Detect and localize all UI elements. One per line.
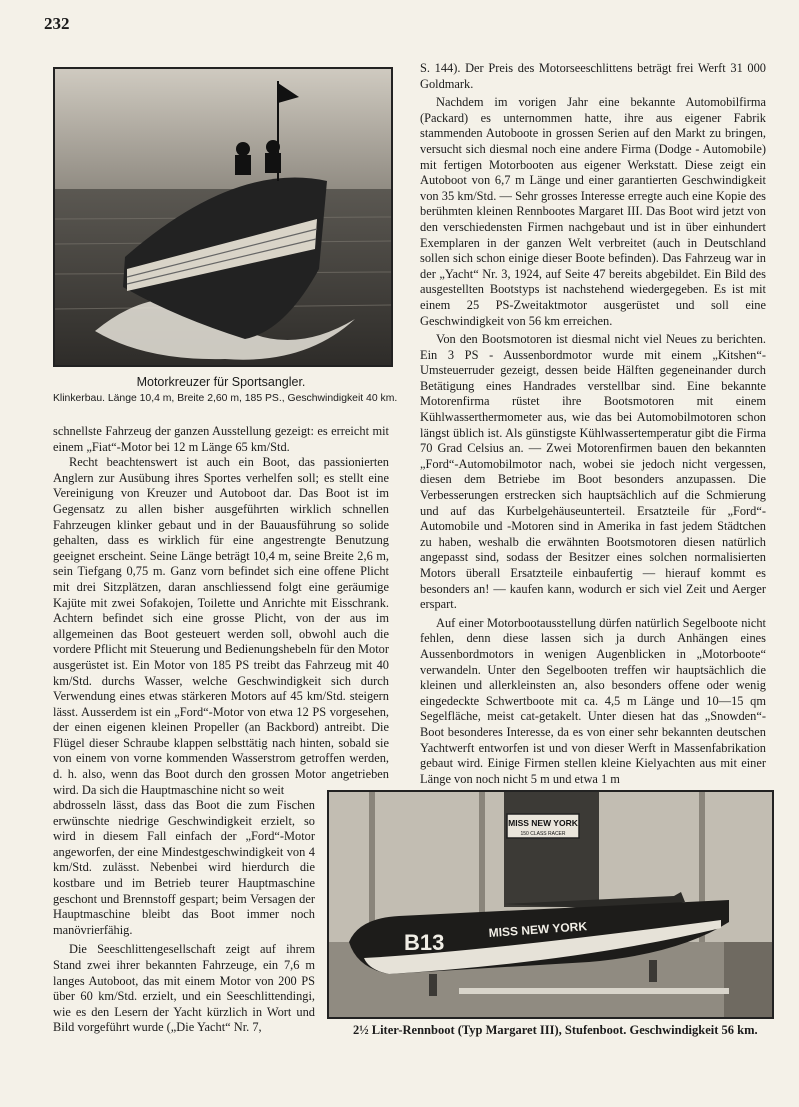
page-number: 232 (44, 14, 70, 33)
paragraph: Auf einer Motorbootausstellung dürfen natürlich Segelboote nicht fehlen, denn diese lassen sich ja durch Anhängen eines Aussenbordmotors in wenigen Augenblicken in „Motorboote“ verwandeln. Unter den Segelbooten treffen wir hauptsächlich die kleinen und allerkleinsten an, also besonders offene oder wenig eingedeckte Schwertboote mit ca. 4,5 m Länge und 10—15 qm Segelfläche, meist cat-getakelt. Unter diesen hat das „Snowden“-Boot besonderes Interesse, da es von einer sehr bekannten deutschen Yachtwerft entworfen ist und von dieser Werft in Massenfabrikation gebaut wird. Einige Firmen stellen kleine Kielyachten aus mit einer Länge von noch nicht 5 m und etwa 1 m (420, 615, 766, 786)
motor-cruiser-photo (53, 67, 393, 367)
left-column-top (53, 424, 389, 798)
paragraph: Von den Bootsmotoren ist diesmal nicht viel Neues zu berichten. Ein 3 PS - Aussenbordmotor wurde mit einem „Kitshen“-Umsteuerruder gezeigt, dessen beide Hälften gegeneinander durch Betätigung eines Handrades verstellbar sind. Eine bekannte Motorenfirma rüstet ihre Bootsmotoren mit einem Kühlwasserthermometer aus, wie das bei Automobilmotoren schon längst üblich ist. Als günstigste Kühlwassertemperatur gibt die Firma 70 Grad Celsius an. — Zwei Motorenfirmen bauen den bekannten „Ford“-Automobilmotor nach, wobei sie jedoch nicht vergessen, diesen dem Betriebe im Boot besonders anzupassen. Die Verbesserungen erstrecken sich hauptsächlich auf die Schmierung und auf das Kurbelgehäuseunterteil. Ersatzteile für „Ford“-Automobile und -Motoren sind in Amerika in fast jedem Städtchen zu haben, weshalb die erwähnten Bootsmotoren diesen natürlich angepasst sind, sodass der Besitzer eines solchen normalisierten Motors überall Ersatzteile einbaufertig — hierauf kommt es besonders an! — kaufen kann, wodurch er sich viel Zeit und Aerger erspart. (420, 332, 766, 612)
paragraph: Die Seeschlittengesellschaft zeigt auf ihrem Stand zwei ihrer bekannten Fahrzeuge, ein 7,6 m langes Autoboot, das mit einem Motor von 200 PS über 60 km/Std. erzielt, und ein Seeschlittendingi, wie es den Lesern der Yacht kürzlich in Wort und Bild vorgeführt wurde („Die Yacht“ Nr. 7, (53, 942, 315, 1035)
paragraph: abdrosseln lässt, dass das Boot die zum Fischen erwünschte niedrige Geschwindigkeit erzielt, so wird in diesem Fall einfach der „Ford“-Motor angeworfen, der eine Mindestgeschwindigkeit von 4 km/Std. zulässt. Nebenbei wird hierdurch die kostbare und im Betrieb teurer Hauptmaschine geschont und Brennstoff gespart; beim Versagen der Hauptmaschine bleibt das Boot immer noch manövrierfähig. (53, 798, 315, 937)
figure1-caption-title: Motorkreuzer für Sportsangler. (136, 375, 306, 389)
paragraph: S. 144). Der Preis des Motorseeschlittens beträgt frei Werft 31 000 Goldmark. (420, 61, 766, 91)
right-column (420, 61, 766, 787)
figure1-caption-detail: Klinkerbau. Länge 10,4 m, Breite 2,60 m, 185 PS., Geschwindigkeit 40 km. (53, 393, 398, 404)
paragraph: Recht beachtenswert ist auch ein Boot, das passionierten Anglern zur Ausübung ihres Sportes verhelfen soll; es stellt eine Vereinigung von Kreuzer und Autoboot dar. Das Boot ist im Gegensatz zu allen bisher ausgeführten wirklich schnellen Fahrzeugen klinker gebaut und in der Bauausführung so solide gehalten, dass es wirklich für eine angestrengte Benutzung geeignet erscheint. Seine Länge beträgt 10,4 m, seine Breite 2,6 m, sein Tiefgang 0,75 m. Ganz vorn befindet sich eine offene Plicht mit drei Sitzplätzen, daran anschliessend folgt eine geräumige Kajüte mit zwei Sofakojen, Toilette und Anrichte mit Eisschrank. Achtern befindet sich eine grosse Plicht, von der aus im allgemeinen das Boot gesteuert werden soll, obwohl auch die vordere Pflicht mit Steuerung und Bedienungshebeln für den Motor ausgerüstet ist. Ein Motor von 185 PS treibt das Fahrzeug mit 40 km/Std. durchs Wasser, welche Geschwindigkeit sich durch Verwendung eines etwas stärkeren Motors auf 45 km/Std. steigern lässt. Ausserdem ist ein „Ford“-Motor von etwa 12 PS vorgesehen, der einen eigenen kleinen Propeller (an Backbord) antreibt. Die Flügel dieser Schraube klappen selbsttätig nach hinten, sobald sie von einem von vorne kommenden Wasserstrom getroffen werden, d. h. also, wenn das Boot durch den grossen Motor angetrieben wird. Da sich die Hauptmaschine nicht so weit (53, 455, 389, 797)
paragraph: schnellste Fahrzeug der ganzen Ausstellung gezeigt: es erreicht mit einem „Fiat“-Motor bei 12 m Länge 65 km/Std. (53, 424, 389, 454)
racing-boat-photo (327, 790, 774, 1019)
hull-number: B13 (404, 930, 445, 955)
banner-subtext: 150 CLASS RACER (520, 831, 566, 837)
left-column-bottom (53, 798, 315, 1036)
figure1-caption (53, 375, 398, 404)
paragraph: Nachdem im vorigen Jahr eine bekannte Automobilfirma (Packard) es unternommen hatte, ihre aus eigener Fabrik stammenden Autoboote in grossen Serien auf den Markt zu bringen, versucht sich diesmal noch eine andere Firma (Dodge - Automobile) mit fertigen Motorbooten aus eigener Werkstatt. Diese zeigt ein Autoboot von 6,7 m Länge und einer garantierten Geschwindigkeit von 35 km/Std. — Sehr grosses Interesse erregte auch eine Kopie des berühmten kleinen Rennbootes Margaret III. Das Boot wird jetzt von den verschiedensten Firmen nachgebaut und ist in über einhundert Exemplaren in der ganzen Welt verbreitet (auch in Deutschland sollen sich schon einige dieser Boote befinden). Das Fahrzeug war in der „Yacht“ Nr. 3, 1924, auf Seite 47 bereits abgebildet. Ein Bild des ausgestellten Bootstyps ist nachstehend wiedergegeben. Es ist mit einem 25 PS-Zweitaktmotor ausgerüstet und soll eine Geschwindigkeit von 56 km erreichen. (420, 95, 766, 328)
figure2-caption: 2½ Liter-Rennboot (Typ Margaret III), Stufenboot. Geschwindigkeit 56 km. (353, 1023, 758, 1037)
hull-name: MISS NEW YORK (488, 919, 588, 940)
banner-text: MISS NEW YORK (508, 818, 578, 828)
